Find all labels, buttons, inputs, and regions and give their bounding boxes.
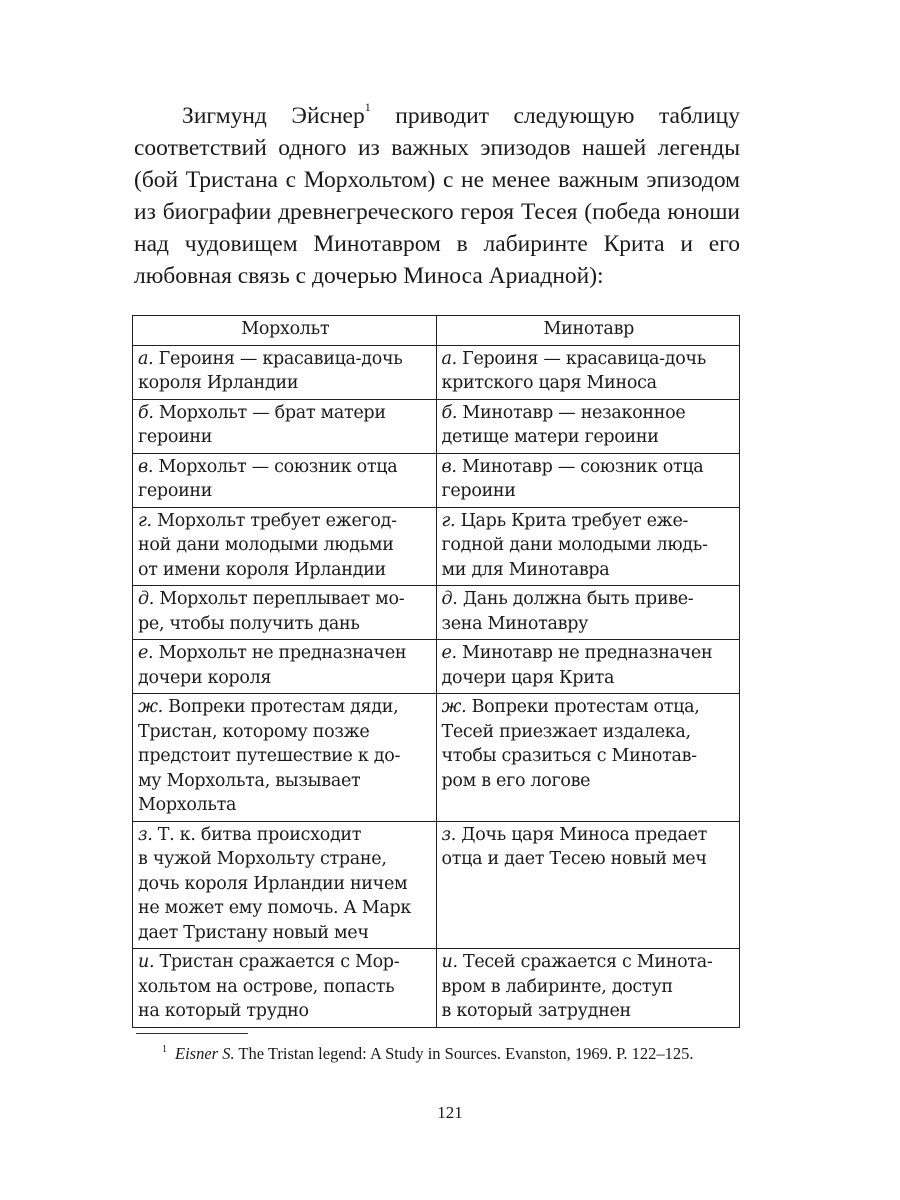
item-marker: а. <box>138 348 154 369</box>
cell-text: Минотавр — незаконное детище матери героини <box>441 402 686 447</box>
table-cell-left <box>133 949 437 1028</box>
item-marker: д. <box>441 589 458 609</box>
table-cell-right <box>436 453 740 507</box>
item-marker: в. <box>138 456 154 477</box>
table-row <box>133 453 740 507</box>
item-marker: е. <box>138 643 154 663</box>
table-row <box>133 821 740 949</box>
footnote-divider <box>136 1033 248 1034</box>
footnote <box>162 1044 694 1064</box>
cell-text: Тристан сражается с Мор- хольтом на острове, попасть на который трудно <box>138 952 400 1021</box>
cell-text: Морхольт — брат матери героини <box>138 402 386 447</box>
cell-text: Дочь царя Миноса предает отца и дает Тесею новый меч <box>441 824 708 869</box>
item-marker: в. <box>441 456 457 477</box>
table-row <box>133 345 740 399</box>
table-cell-left <box>133 507 437 586</box>
footnote-ref[interactable]: 1 <box>364 100 371 114</box>
item-marker: г. <box>138 510 152 531</box>
column-header: Минотавр <box>436 316 740 346</box>
table-cell-right <box>436 586 740 640</box>
cell-text: Морхольт — союзник отца героини <box>138 456 398 501</box>
footnote-text: The Tristan legend: A Study in Sources. Evanston, 1969. P. 122–125. <box>234 1044 694 1063</box>
column-header: Морхольт <box>133 316 437 346</box>
table-row <box>133 586 740 640</box>
table-cell-right <box>436 694 740 822</box>
table-cell-left <box>133 640 437 694</box>
table-cell-left <box>133 345 437 399</box>
item-marker: а. <box>441 348 457 369</box>
footnote-number: 1 <box>162 1044 167 1055</box>
cell-text: Морхольт требует ежегод- ной дани молодыми людьми от имени короля Ирландии <box>138 510 397 580</box>
footnote-author: Eisner S. <box>175 1044 235 1063</box>
cell-text: Вопреки протестам отца, Тесей приезжает издалека, чтобы сразиться с Минотав- ром в его логове <box>441 697 700 791</box>
table-cell-left <box>133 399 437 453</box>
paragraph-text: Зигмунд Эйснер <box>182 103 365 129</box>
table-cell-right <box>436 821 740 949</box>
cell-text: Тесей сражается с Минота- вром в лабиринте, доступ в который затруднен <box>441 952 713 1021</box>
cell-text: Минотавр не предназначен дочери царя Крита <box>441 643 713 688</box>
body-paragraph <box>134 100 740 292</box>
item-marker: з. <box>138 824 153 845</box>
item-marker: з. <box>441 824 457 845</box>
table-cell-left <box>133 586 437 640</box>
cell-text: Морхольт переплывает мо- ре, чтобы получить дань <box>138 589 405 634</box>
cell-text: Героиня — красавица-дочь короля Ирландии <box>138 348 403 393</box>
item-marker: б. <box>441 402 458 423</box>
table-cell-left <box>133 453 437 507</box>
table-cell-right <box>436 345 740 399</box>
table-cell-right <box>436 507 740 586</box>
table-cell-right <box>436 949 740 1028</box>
cell-text: Героиня — красавица-дочь критского царя Миноса <box>441 348 706 393</box>
cell-text: Морхольт не предназначен дочери короля <box>138 643 407 688</box>
table-header-row <box>133 316 740 346</box>
table-row <box>133 507 740 586</box>
item-marker: е. <box>441 643 457 663</box>
item-marker: ж. <box>138 697 163 717</box>
item-marker: д. <box>138 589 155 609</box>
item-marker: б. <box>138 402 154 423</box>
cell-text: Царь Крита требует еже- годной дани молодыми людь- ми для Минотавра <box>441 510 708 580</box>
table-row <box>133 694 740 822</box>
comparison-table <box>132 315 740 1028</box>
table-row <box>133 949 740 1028</box>
cell-text: Дань должна быть приве- зена Минотавру <box>441 589 694 634</box>
cell-text: Минотавр — союзник отца героини <box>441 456 704 501</box>
table-cell-right <box>436 399 740 453</box>
item-marker: г. <box>441 510 456 531</box>
item-marker: и. <box>138 952 155 972</box>
item-marker: ж. <box>441 697 467 717</box>
table-cell-left <box>133 694 437 822</box>
cell-text: Т. к. битва происходит в чужой Морхольту стране, дочь короля Ирландии ничем не может ему помочь. А Марк дает Тристану новый меч <box>138 824 412 943</box>
paragraph-text: приводит следующую таблицу соответствий одного из важных эпизодов нашей легенды (бой Тристана с Морхольтом) с не менее важным эпизодом из биографии древнегреческого героя Тесея (победа юноши над чудовищем Минотавром в лабиринте Крита и его любовная связь с дочерью Миноса Ариадной): <box>134 103 740 289</box>
item-marker: и. <box>441 952 458 972</box>
table-cell-right <box>436 640 740 694</box>
table-cell-left <box>133 821 437 949</box>
page-number: 121 <box>437 1103 463 1122</box>
table-row <box>133 399 740 453</box>
cell-text: Вопреки протестам дяди, Тристан, которому позже предстоит путешествие к до- му Морхольта, вызывает Морхольта <box>138 697 401 815</box>
table-row <box>133 640 740 694</box>
